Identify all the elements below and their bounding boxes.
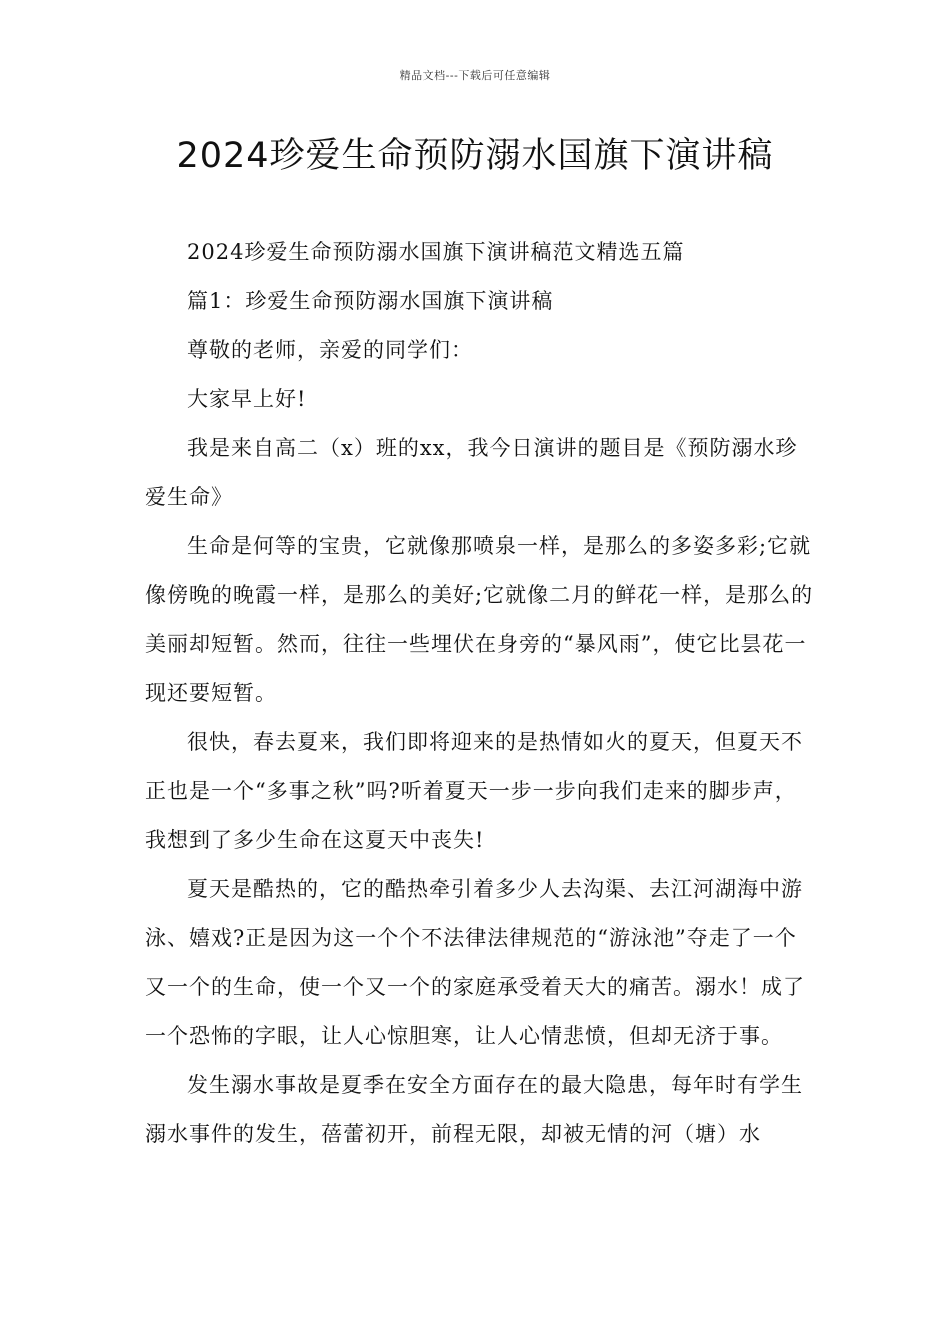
document-body bbox=[145, 228, 815, 1159]
paragraph-subtitle: 2024珍爱生命预防溺水国旗下演讲稿范文精选五篇 bbox=[187, 240, 685, 264]
paragraph: 夏天是酷热的，它的酷热牵引着多少人去沟渠、去江河湖海中游泳、嬉戏?正是因为这一个个不法律法律规范的“游泳池”夺走了一个又一个的生命，使一个又一个的家庭承受着天大的痛苦。溺水！成了一个恐怖的字眼，让人心惊胆寒，让人心情悲愤，但却无济于事。 bbox=[145, 877, 805, 1048]
paragraph: 我是来自高二（x）班的xx，我今日演讲的题目是《预防溺水珍爱生命》 bbox=[145, 436, 798, 509]
paragraph: 发生溺水事故是夏季在安全方面存在的最大隐患，每年时有学生溺水事件的发生，蓓蕾初开，前程无限，却被无情的河（塘）水 bbox=[145, 1073, 803, 1146]
document-title: 2024珍爱生命预防溺水国旗下演讲稿 bbox=[176, 136, 774, 176]
paragraph: 很快，春去夏来，我们即将迎来的是热情如火的夏天，但夏天不正也是一个“多事之秋”吗?听着夏天一步一步向我们走来的脚步声，我想到了多少生命在这夏天中丧失! bbox=[145, 730, 803, 852]
paragraph-salutation: 尊敬的老师，亲爱的同学们： bbox=[187, 338, 473, 362]
paragraph-section-heading: 篇1：珍爱生命预防溺水国旗下演讲稿 bbox=[187, 289, 554, 313]
paragraph: 生命是何等的宝贵，它就像那喷泉一样，是那么的多姿多彩;它就像傍晚的晚霞一样，是那么的美好;它就像二月的鲜花一样，是那么的美丽却短暂。然而，往往一些埋伏在身旁的“暴风雨”，使它比昙花一现还要短暂。 bbox=[145, 534, 814, 705]
paragraph-greeting: 大家早上好! bbox=[187, 387, 307, 411]
header-note: 精品文档---下载后可任意编辑 bbox=[399, 69, 551, 82]
